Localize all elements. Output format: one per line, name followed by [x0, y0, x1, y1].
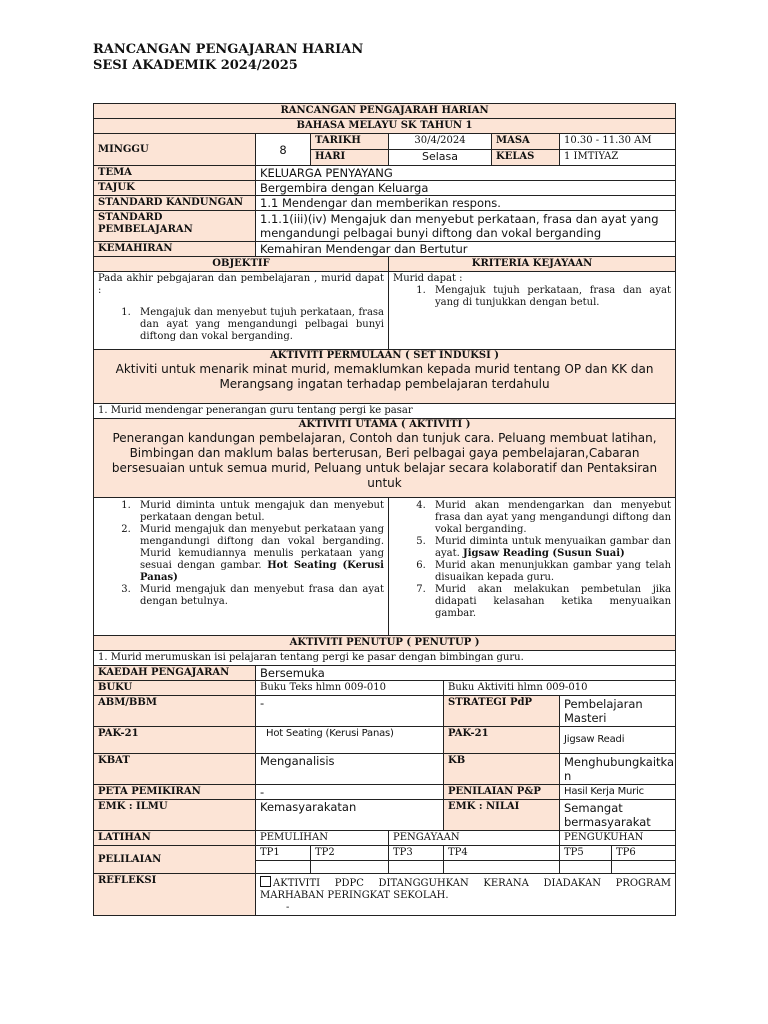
kriteria-item: 1. Mengajuk tujuh perkataan, frasa dan ayat yang di tunjukkan dengan betul. [429, 285, 671, 309]
buku-aktiviti: Buku Aktiviti hlmn 009-010 [444, 681, 676, 696]
pengayaan-header: PENGAYAAN [389, 831, 560, 846]
tp1-cell [256, 861, 311, 874]
utama-right-item: 6. Murid akan menunjukkan gambar yang telah disuaikan kepada guru. [429, 560, 671, 584]
pak21-label-2: PAK-21 [444, 727, 560, 754]
tajuk-value: Bergembira dengan Keluarga [256, 181, 676, 196]
kriteria-header: KRITERIA KEJAYAAN [389, 257, 676, 272]
refleksi-dash: - [286, 902, 290, 913]
tp3-header: TP3 [389, 846, 444, 861]
refleksi-value: AKTIVITI PDPC DITANGGUHKAN KERANA DIADAKAN PROGRAM MARHABAN PERINGKAT SEKOLAH. [260, 878, 672, 901]
utama-header: AKTIVITI UTAMA ( AKTIVITI ) [298, 419, 471, 430]
objektif-intro: Pada akhir pebgajaran dan pembelajaran , murid dapat : [98, 273, 384, 296]
objektif-header: OBJEKTIF [94, 257, 389, 272]
kaedah-label: KAEDAH PENGAJARAN [94, 666, 256, 681]
pemulihan-header: PEMULIHAN [256, 831, 389, 846]
pak21-label: PAK-21 [94, 727, 256, 754]
kb-value: Menghubungkaitka n [560, 754, 676, 785]
tajuk-label: TAJUK [94, 181, 256, 196]
peta-value: - [256, 785, 444, 800]
checkbox-icon[interactable] [260, 876, 271, 887]
penutup-header: AKTIVITI PENUTUP ( PENUTUP ) [94, 636, 676, 651]
utama-description: Penerangan kandungan pembelajaran, Contoh dan tunjuk cara. Peluang membuat latihan, Bimbingan dan maklum balas berterusan, Beri pelbagai gaya pembelajaran,Cabaran bersesuaian untuk semua murid, Peluang untuk belajar secara kolaboratif dan Pentaksiran untuk [111, 431, 658, 490]
utama-right-item: 5. Murid diminta untuk menyuaikan gambar dan ayat. Jigsaw Reading (Susun Suai) [429, 536, 671, 560]
pak21-value: Hot Seating (Kerusi Panas) [256, 727, 444, 754]
minggu-value: 8 [256, 134, 311, 166]
objektif-item: 1. Mengajuk dan menyebut tujuh perkataan, frasa dan ayat yang mengandungi pelbagai bunyi diftong dan vokal berganding. [134, 307, 384, 343]
tp6-header: TP6 [612, 846, 676, 861]
utama-right-item: 4. Murid akan mendengarkan dan menyebut frasa dan ayat yang mengandungi diftong dan vokal berganding. [429, 500, 671, 536]
refleksi-content [256, 874, 676, 916]
tema-value: KELUARGA PENYAYANG [256, 166, 676, 181]
latihan-label: LATIHAN [94, 831, 256, 846]
tp6-cell [612, 861, 676, 874]
utama-section [94, 419, 676, 498]
tp1-header: TP1 [256, 846, 311, 861]
buku-label: BUKU [94, 681, 256, 696]
tp3-cell [389, 861, 444, 874]
permulaan-section [94, 350, 676, 404]
objektif-list [98, 307, 384, 343]
pak21-value-2: Jigsaw Readi [560, 727, 676, 754]
kelas-value: 1 IMTIYAZ [560, 150, 676, 166]
rph-table [93, 103, 676, 916]
kemahiran-value: Kemahiran Mendengar dan Bertutur [256, 242, 676, 257]
masa-value: 10.30 - 11.30 AM [560, 134, 676, 150]
standard-pembelajaran-label: STANDARD PEMBELAJARAN [94, 211, 256, 242]
standard-kandungan-value: 1.1 Mendengar dan memberikan respons. [256, 196, 676, 211]
kelas-label: KELAS [492, 150, 560, 166]
refleksi-text [260, 876, 671, 902]
utama-right-item: 7. Murid akan melakukan pembetulan jika didapati kelasahan ketika menyuaikan gambar. [429, 584, 671, 620]
kbat-label: KBAT [94, 754, 256, 785]
penutup-activity: 1. Murid merumuskan isi pelajaran tentang pergi ke pasar dengan bimbingan guru. [94, 651, 676, 666]
objektif-content [94, 272, 389, 350]
strategi-label: STRATEGI PdP [444, 696, 560, 727]
tp5-header: TP5 [560, 846, 612, 861]
tp2-cell [311, 861, 389, 874]
document-title [93, 42, 363, 74]
subject-title: BAHASA MELAYU SK TAHUN 1 [94, 119, 676, 134]
standard-pembelajaran-value: 1.1.1(iii)(iv) Mengajuk dan menyebut perkataan, frasa dan ayat yang mengandungi pelbagai bunyi diftong dan vokal berganding [256, 211, 676, 242]
tp5-cell [560, 861, 612, 874]
utama-left-list [98, 500, 384, 608]
kriteria-list [393, 285, 671, 309]
hari-value: Selasa [389, 150, 492, 166]
kriteria-content [389, 272, 676, 350]
emk-nilai-label: EMK : NILAI [444, 800, 560, 831]
minggu-label: MINGGU [94, 134, 256, 166]
tarikh-label: TARIKH [311, 134, 389, 150]
utama-right-list [393, 500, 671, 620]
utama-right-content [389, 498, 676, 636]
title-line-1: RANCANGAN PENGAJARAN HARIAN [93, 42, 364, 57]
pelilaian-label: PELILAIAN [94, 846, 256, 874]
kb-label: KB [444, 754, 560, 785]
kbat-value: Menganalisis [256, 754, 444, 785]
pengukuhan-header: PENGUKUHAN [560, 831, 676, 846]
abm-value: - [256, 696, 444, 727]
utama-left-item: 3. Murid mengajuk dan menyebut frasa dan ayat dengan betulnya. [134, 584, 384, 608]
emk-nilai-value: Semangat bermasyarakat [560, 800, 676, 831]
tema-label: TEMA [94, 166, 256, 181]
refleksi-label: REFLEKSI [94, 874, 256, 916]
utama-left-item: 2. Murid mengajuk dan menyebut perkataan yang mengandungi diftong dan vokal berganding. Murid kemudiannya menulis perkataan yang sesuai dengan gambar. Hot Seating (Kerusi Panas) [134, 524, 384, 584]
buku-teks: Buku Teks hlmn 009-010 [256, 681, 444, 696]
table-title: RANCANGAN PENGAJARAH HARIAN [94, 104, 676, 119]
permulaan-activity: 1. Murid mendengar penerangan guru tentang pergi ke pasar [94, 404, 676, 419]
hari-label: HARI [311, 150, 389, 166]
tp2-header: TP2 [311, 846, 389, 861]
emk-ilmu-label: EMK : ILMU [94, 800, 256, 831]
kaedah-value: Bersemuka [256, 666, 676, 681]
jigsaw-reading-label: Jigsaw Reading (Susun Suai) [462, 548, 625, 559]
utama-left-item: 1. Murid diminta untuk mengajuk dan menyebut perkataan dengan betul. [134, 500, 384, 524]
penilaian-label: PENILAIAN P&P [444, 785, 560, 800]
strategi-value: Pembelajaran Masteri [560, 696, 676, 727]
standard-kandungan-label: STANDARD KANDUNGAN [94, 196, 256, 211]
title-line-2: SESI AKADEMIK 2024/2025 [93, 58, 298, 73]
masa-label: MASA [492, 134, 560, 150]
utama-left-content [94, 498, 389, 636]
kriteria-intro: Murid dapat : [393, 273, 463, 284]
permulaan-description: Aktiviti untuk menarik minat murid, memaklumkan kepada murid tentang OP dan KK dan Merangsang ingatan terhadap pembelajaran terdahulu [115, 362, 654, 391]
tp4-cell [444, 861, 560, 874]
peta-label: PETA PEMIKIRAN [94, 785, 256, 800]
hot-seating-label: Hot Seating (Kerusi Panas) [140, 560, 384, 583]
permulaan-header: AKTIVITI PERMULAAN ( SET INDUKSI ) [270, 350, 500, 361]
tp4-header: TP4 [444, 846, 560, 861]
abm-label: ABM/BBM [94, 696, 256, 727]
kemahiran-label: KEMAHIRAN [94, 242, 256, 257]
tarikh-value: 30/4/2024 [389, 134, 492, 150]
penilaian-value: Hasil Kerja Muric [560, 785, 676, 800]
emk-ilmu-value: Kemasyarakatan [256, 800, 444, 831]
